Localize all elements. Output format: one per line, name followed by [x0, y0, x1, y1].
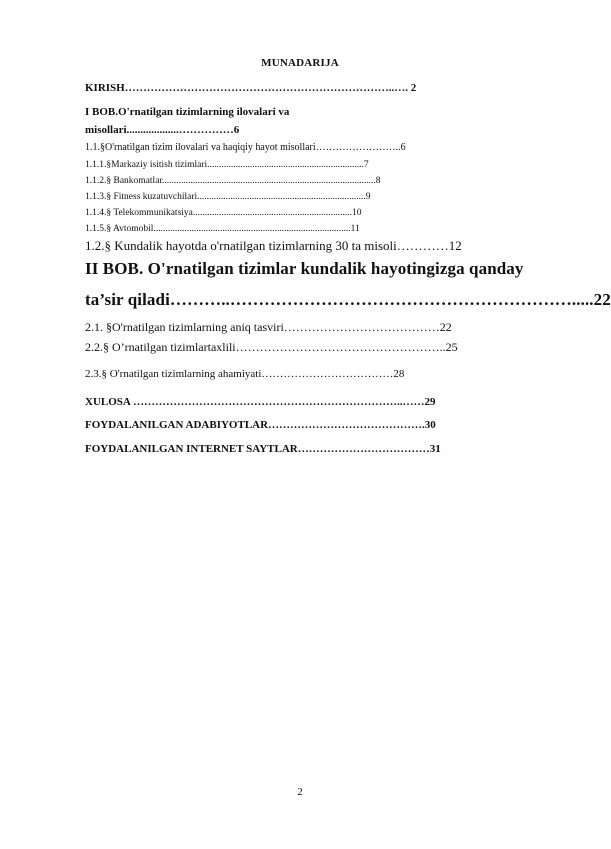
toc-entry-chapter-2-line-1: II BOB. O'rnatilgan tizimlar kundalik hayotingizga qanday [85, 259, 524, 278]
page-number: 2 [297, 786, 303, 798]
toc-entry-chapter-1-line-1: I BOB.O'rnatilgan tizimlarning ilovalari va [85, 106, 290, 118]
toc-entry-1-2: 1.2.§ Kundalik hayotda o'rnatilgan tizimlarning 30 ta misoli…………12 [85, 238, 462, 253]
toc-entry-1-1-5: 1.1.5.§ Avtomobil...................................................................................11 [85, 224, 360, 234]
toc-entry-1-1: 1.1.§O'rnatilgan tizim ilovalari va haqiqiy hayot misollari……………………..6 [85, 142, 406, 153]
toc-entry-internet-saytlar: FOYDALANILGAN INTERNET SAYTLAR………………………………31 [85, 443, 441, 455]
toc-entry-1-1-2: 1.1.2.§ Bankomatlar..........................................................................................8 [85, 176, 381, 186]
toc-entry-chapter-2-line-2: ta’sir qiladi………..…………………………………………………….....22 [85, 290, 611, 309]
toc-entry-xulosa: XULOSA ………………………………………………………………..……29 [85, 396, 436, 408]
toc-entry-kirish: KIRISH………………………………………………………………..…. 2 [85, 82, 417, 94]
toc-entry-1-1-4: 1.1.4.§ Telekommunikatsiya...................................................................10 [85, 208, 362, 218]
page-title: MUNADARIJA [261, 57, 339, 69]
toc-entry-adabiyotlar: FOYDALANILGAN ADABIYOTLAR…………………………………….30 [85, 419, 436, 431]
toc-entry-chapter-1-line-2: misollari...................……………6 [85, 124, 240, 136]
toc-entry-2-3: 2.3.§ O'rnatilgan tizimlarning ahamiyati………………………………28 [85, 368, 405, 380]
toc-entry-1-1-3: 1.1.3.§ Fitness kuzatuvchilari.......................................................................9 [85, 192, 371, 202]
toc-entry-1-1-1: 1.1.1.§Markaziy isitish tizimlari..................................................................7 [85, 160, 369, 170]
toc-entry-2-1: 2.1. §O'rnatilgan tizimlarning aniq tasviri…………………………………22 [85, 320, 452, 334]
toc-entry-2-2: 2.2.§ O’rnatilgan tizimlartaxlili……………………………………………..25 [85, 340, 458, 354]
